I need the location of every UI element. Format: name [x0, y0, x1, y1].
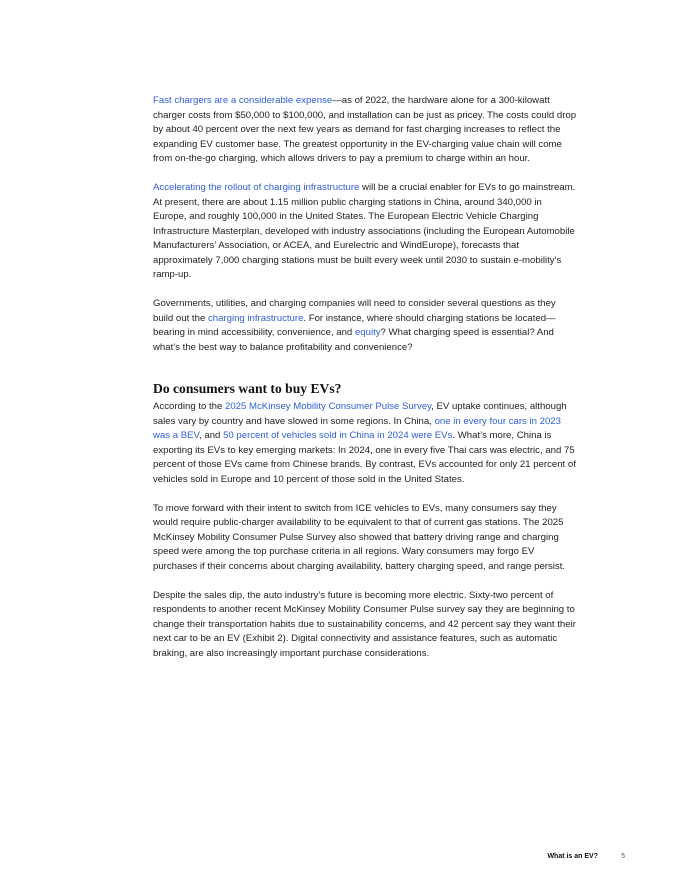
link-equity[interactable]: equity	[354, 327, 381, 338]
paragraph-text: , and	[199, 430, 224, 441]
section-heading: Do consumers want to buy EVs?	[153, 381, 342, 396]
paragraph-charger-availability: To move forward with their intent to switch from ICE vehicles to EVs, many consumers say they would require public-charger availability to be equivalent to that of current gas stations. The 2025 McKinsey Mobility Consumer Pulse Survey also showed that battery driving range and charging speed were among the top purchase criteria in all regions. Wary consumers may forgo EV purchases if their concerns about charging availability, battery charging speed, and range persist.	[153, 502, 566, 572]
link-fast-chargers-expense[interactable]: Fast chargers are a considerable expense	[153, 95, 333, 106]
footer-title: What is an EV?	[547, 853, 598, 860]
link-consumer-pulse-survey[interactable]: 2025 McKinsey Mobility Consumer Pulse Survey	[225, 401, 432, 412]
page-footer	[0, 853, 680, 865]
paragraph-text: will be a crucial enabler for EVs to go mainstream. At present, there are about 1.15 million public charging stations in China, around 340,000 in Europe, and roughly 100,000 in the United States. The European Electric Vehicle Charging Infrastructure Masterplan, developed with industry associations (including the European Automobile Manufacturers’ Association, or ACEA, and Eurelectric and WindEurope), forecasts that approximately 7,000 charging stations must be built every week until 2030 to sustain e-mobility’s ramp-up.	[153, 182, 576, 280]
page-number: 5	[621, 853, 625, 860]
paragraph-text: —as of 2022, the hardware alone for a 300-kilowatt charger costs from $50,000 to $100,000, and installation can be just as pricey. The costs could drop by about 40 percent over the next few years as demand for fast charging increases to reflect the expanding EV customer base. The greatest opportunity in the EV-charging value chain will come from on-the-go charging, which allows drivers to pay a premium to charge within an hour.	[153, 95, 577, 164]
paragraph-industry-future: Despite the sales dip, the auto industry’s future is becoming more electric. Sixty-two percent of respondents to another recent McKinsey Mobility Consumer Pulse survey say they are beginning to change their transportation habits due to sustainability concerns, and 42 percent say they want their next car to be an EV (Exhibit 2). Digital connectivity and assistance features, such as automatic braking, are also increasingly important purchase considerations.	[153, 589, 576, 659]
link-china-bev-2023[interactable]: one in every four cars in 2023 was a BEV	[153, 415, 561, 441]
link-charging-infrastructure-rollout[interactable]: Accelerating the rollout of charging infrastructure	[153, 182, 360, 193]
paragraph-text: Governments, utilities, and charging companies will need to consider several questions as they build out the	[153, 298, 556, 324]
link-china-ev-2024[interactable]: 50 percent of vehicles sold in China in 2024 were EVs	[223, 430, 453, 441]
paragraph-text: . What’s more, China is exporting its EVs to key emerging markets: In 2024, one in every five Thai cars was electric, and 75 percent of those EVs came from Chinese brands. By contrast, EVs accounted for only 21 percent of vehicles sold in Europe and 10 percent of those sold in the United States.	[153, 430, 576, 485]
paragraph-text: According to the	[153, 401, 225, 412]
link-charging-infrastructure[interactable]: charging infrastructure	[207, 312, 304, 324]
paragraph-text: . For instance, where should charging stations be located—bearing in mind accessibility, convenience, and	[153, 312, 556, 338]
paragraph-charging-rollout	[153, 181, 577, 283]
paragraph-text: ? What charging speed is essential? And what’s the best way to balance profitability and convenience?	[153, 327, 554, 353]
paragraph-fast-chargers	[153, 94, 577, 167]
paragraph-text: , EV uptake continues, although sales vary by country and have slowed in some regions. In China,	[153, 401, 567, 427]
paragraph-consumer-pulse	[153, 400, 577, 487]
paragraph-governments-questions	[153, 297, 577, 355]
article-body	[153, 94, 577, 676]
